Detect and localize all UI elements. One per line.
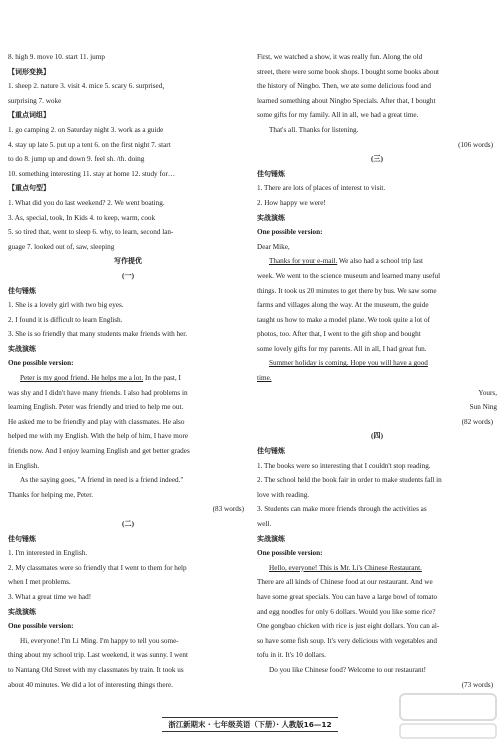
left-line: 1. I'm interested in English. <box>8 549 88 558</box>
left-line: 2. I found it is difficult to learn English. <box>8 315 123 324</box>
right-line: (73 words) <box>461 680 493 689</box>
right-line: There are all kinds of Chinese food at our restaurant. And we <box>257 578 433 587</box>
right-line: Yours, <box>478 388 497 397</box>
right-line: 1. There are lots of places of interest to visit. <box>257 184 386 193</box>
right-line: (三) <box>371 155 383 164</box>
right-line: (四) <box>371 432 383 441</box>
footer-text: 浙江新期末 · 七年级英语（下册）· 人教版16—12 <box>162 717 337 732</box>
left-line: about 40 minutes. We did a lot of interesting things there. <box>8 680 173 689</box>
right-line: 实战演练 <box>257 534 285 543</box>
right-line: Sun Ning <box>469 403 497 412</box>
right-line: the history of Ningbo. Then, we ate some delicious food and <box>257 82 431 91</box>
right-line: First, we watched a show, it was really fun. Along the old <box>257 53 423 61</box>
right-line: things. It took us 20 minutes to get there by bus. We saw some <box>257 286 437 295</box>
left-line: (一) <box>122 271 134 280</box>
underlined-sentence: Summer holiday is coming. Hope you will have a good <box>269 359 428 368</box>
right-line: and egg noodles for only 6 dollars. Would you like some rice? <box>257 607 436 616</box>
right-line: 佳句锤炼 <box>257 447 285 456</box>
left-line: 4. stay up late 5. put up a tent 6. on the first night 7. start <box>8 140 171 149</box>
right-line: love with reading. <box>257 490 310 499</box>
right-line <box>257 356 497 371</box>
right-line: some gifts for my family. All in all, we had a great time. <box>257 111 419 120</box>
underlined-sentence: Thanks for your e-mail. <box>269 257 338 266</box>
left-line: 实战演练 <box>8 607 36 616</box>
right-line: street, there were some book shops. I bought some books about <box>257 67 440 76</box>
left-line: 1. What did you do last weekend? 2. We went boating. <box>8 198 165 207</box>
left-line: 2. My classmates were so friendly that I went to them for help <box>8 563 187 572</box>
watermark-logo <box>398 690 498 740</box>
right-line <box>257 371 497 386</box>
right-column <box>257 50 497 692</box>
right-line: Do you like Chinese food? Welcome to our restaurant! <box>269 665 426 674</box>
left-line: 10. something interesting 11. stay at home 12. study for… <box>8 169 176 178</box>
left-line: helped me with my English. With the help of him, I have more <box>8 432 189 441</box>
right-line: One gongbao chicken with rice is just eight dollars. You can al- <box>257 622 440 631</box>
right-line: That's all. Thanks for listening. <box>269 125 359 134</box>
left-line: in English. <box>8 461 40 470</box>
right-line: so have some fish soup. It's very delicious with vegetables and <box>257 636 437 645</box>
right-line: taught us how to make a model plane. We took quite a lot of <box>257 315 430 324</box>
left-line: 8. high 9. move 10. start 11. jump <box>8 53 105 61</box>
right-line: (82 words) <box>461 417 493 426</box>
left-line: As the saying goes, "A friend in need is a friend indeed." <box>20 476 184 485</box>
right-line: farms and villages along the way. At the museum, the guide <box>257 301 429 310</box>
left-line: 1. sheep 2. nature 3. visit 4. mice 5. scary 6. surprised， <box>8 82 170 91</box>
right-line: well. <box>257 520 272 528</box>
right-line: Thanks for your e-mail. We also had a school trip last <box>269 257 423 266</box>
underlined-sentence: Hello, everyone! This is Mr. Li's Chinese Restaurant. <box>269 563 422 572</box>
left-line: when I met problems. <box>8 578 71 587</box>
left-line: was shy and I didn't have many friends. I also had problems in <box>8 388 188 397</box>
left-line: 1. She is a lovely girl with two big eyes. <box>8 301 124 310</box>
right-line <box>257 561 497 576</box>
left-line: learning English. Peter was friendly and tried to help me out. <box>8 403 184 412</box>
left-line: Peter is my good friend. He helps me a lot. In the past, I <box>20 374 181 383</box>
left-line: 实战演练 <box>8 344 36 353</box>
left-line: 【词形变换】 <box>8 67 50 76</box>
underlined-sentence: Peter is my good friend. He helps me a lot. <box>20 374 144 383</box>
left-line: thing about my school trip. Last weekend, it was sunny. I went <box>8 651 188 660</box>
left-line: Hi, everyone! I'm Li Ming. I'm happy to tell you some- <box>20 636 179 645</box>
right-line: photos, too. After that, I went to the gift shop and bought <box>257 330 421 339</box>
right-line: 3. Students can make more friends through the activities as <box>257 505 427 514</box>
left-line: Thanks for helping me, Peter. <box>8 490 94 499</box>
right-line: Dear Mike, <box>257 242 290 251</box>
left-line: One possible version: <box>8 359 74 368</box>
left-line: (二) <box>122 520 134 528</box>
right-line: learned something about Ningbo Specials. After that, I bought <box>257 96 436 105</box>
right-line: week. We went to the science museum and learned many useful <box>257 271 441 280</box>
left-line: 佳句锤炼 <box>8 534 36 543</box>
right-line: (106 words) <box>458 140 493 149</box>
left-line: 3. She is so friendly that many students make friends with her. <box>8 330 188 339</box>
left-line: He asked me to be friendly and play with classmates. He also <box>8 417 185 426</box>
right-line: One possible version: <box>257 228 323 237</box>
left-line: to do 8. jump up and down 9. feel sh. /th. doing <box>8 155 145 164</box>
left-line: 佳句锤炼 <box>8 286 36 295</box>
left-line: (83 words) <box>212 505 244 514</box>
right-line: tofu in it. It's 10 dollars. <box>257 651 326 660</box>
left-line: 3. As, special, took, In Kids 4. to keep, warm, cook <box>8 213 156 222</box>
left-line: One possible version: <box>8 622 74 631</box>
left-line: guage 7. looked out of, saw, sleeping <box>8 242 115 251</box>
right-line: One possible version: <box>257 549 323 558</box>
left-line: 【重点词组】 <box>8 111 50 120</box>
left-column <box>8 50 248 692</box>
right-line: 1. The books were so interesting that I couldn't stop reading. <box>257 461 431 470</box>
left-line: friends now. And I enjoy learning English and get better grades <box>8 447 190 456</box>
right-line: 佳句锤炼 <box>257 169 285 178</box>
right-line: 2. The school held the book fair in order to make students fall in <box>257 476 442 485</box>
right-line: some lovely gifts for my parents. All in all, I had great fun. <box>257 344 427 353</box>
left-line: to Nantang Old Street with my classmates by train. It took us <box>8 665 184 674</box>
right-line: 实战演练 <box>257 213 285 222</box>
left-line: 5. so tired that, went to sleep 6. why, to learn, second lan- <box>8 228 174 237</box>
left-line: 3. What a great time we had! <box>8 592 92 601</box>
left-line: surprising 7. woke <box>8 96 62 105</box>
left-line: 写作提优 <box>114 257 142 266</box>
underlined-sentence: time. <box>257 374 272 383</box>
left-line: 【重点句型】 <box>8 184 50 193</box>
right-line: 2. How happy we were! <box>257 198 326 207</box>
right-line: have some great specials. You can have a large bowl of tomato <box>257 592 438 601</box>
left-line: 1. go camping 2. on Saturday night 3. work as a guide <box>8 125 164 134</box>
